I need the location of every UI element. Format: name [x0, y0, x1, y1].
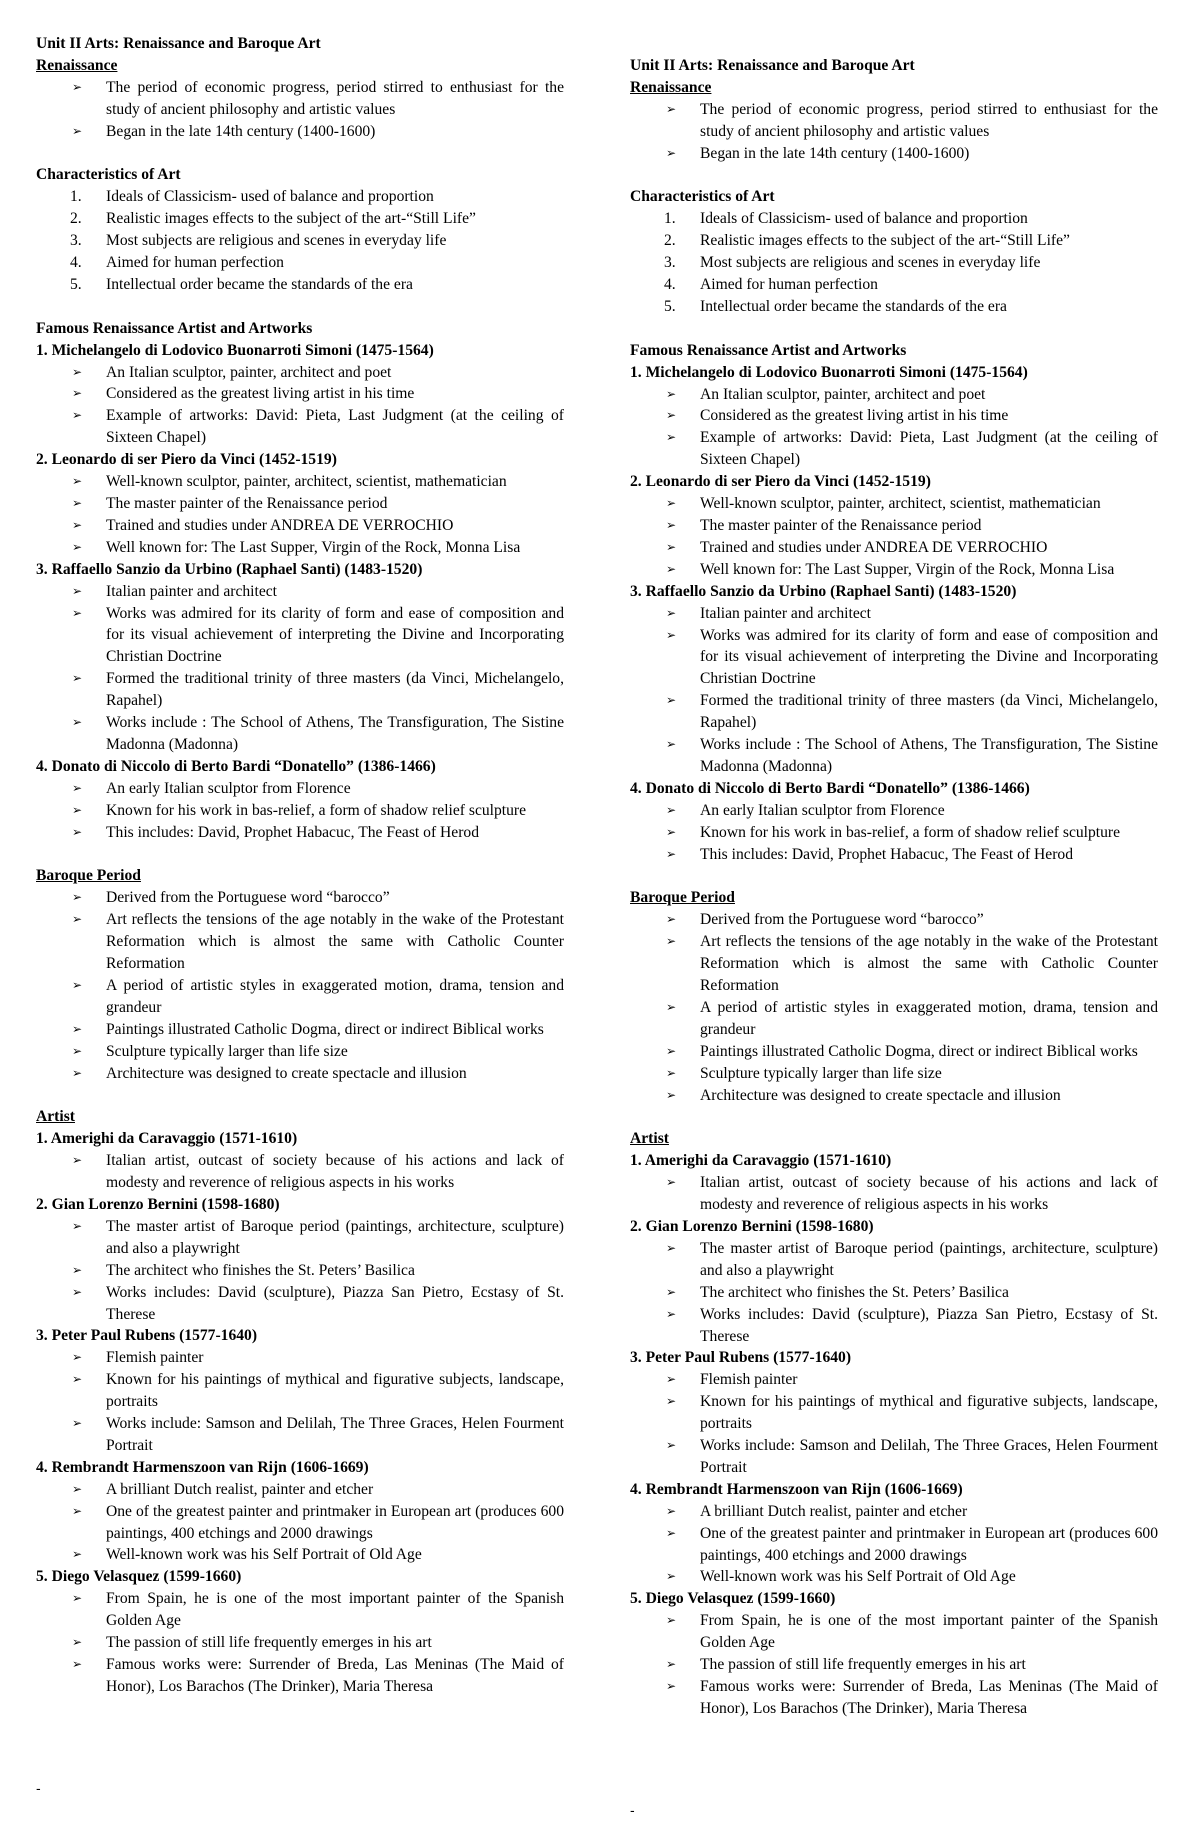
list-item: ➢ Well-known sculptor, painter, architect, scientist, mathematician: [106, 471, 564, 493]
list-item: ➢ From Spain, he is one of the most important painter of the Spanish Golden Age: [106, 1588, 564, 1632]
list-item: ➢ Works was admired for its clarity of form and ease of composition and for its visual achievement of interpreting the Divine and Incorporating Christian Doctrine: [106, 603, 564, 669]
list-item: ➢ A brilliant Dutch realist, painter and etcher: [700, 1501, 1158, 1523]
artist-name: 2. Gian Lorenzo Bernini (1598-1680): [630, 1217, 874, 1235]
list-item: ➢ Well-known sculptor, painter, architect, scientist, mathematician: [700, 493, 1158, 515]
artist-name: 2. Leonardo di ser Piero da Vinci (1452-1519): [36, 451, 337, 469]
list-item: ➢ Example of artworks: David: Pieta, Last Judgment (at the ceiling of Sixteen Chapel): [106, 405, 564, 449]
list-item: ➢ Works includes: David (sculpture), Piazza San Pietro, Ecstasy of St. Therese: [700, 1304, 1158, 1348]
bullet-list: [630, 493, 1158, 581]
artist-name: 5. Diego Velasquez (1599-1660): [36, 1568, 242, 1586]
section-heading-famous-artists: Famous Renaissance Artist and Artworks: [36, 319, 313, 337]
spacer: [36, 143, 564, 165]
spacer: [630, 1106, 1158, 1128]
footer-dash-left: -: [36, 1780, 41, 1796]
list-item: ➢ Art reflects the tensions of the age notably in the wake of the Protestant Reformation which is almost the same with Catholic Counter Reformation: [700, 931, 1158, 997]
item-text: Ideals of Classicism- used of balance and proportion: [700, 210, 1028, 228]
list-item: ➢ Known for his work in bas-relief, a form of shadow relief sculpture: [700, 822, 1158, 844]
list-item: [70, 252, 564, 274]
bullet-list: [630, 1238, 1158, 1348]
list-item: ➢ Began in the late 14th century (1400-1600): [700, 143, 1158, 165]
item-text: Realistic images effects to the subject of the art-“Still Life”: [106, 210, 476, 228]
list-item: ➢ Considered as the greatest living artist in his time: [700, 405, 1158, 427]
list-item: ➢ Known for his paintings of mythical and figurative subjects, landscape, portraits: [700, 1391, 1158, 1435]
artist-name: 4. Donato di Niccolo di Berto Bardi “Donatello” (1386-1466): [630, 779, 1030, 797]
list-item: ➢ Works include : The School of Athens, The Transfiguration, The Sistine Madonna (Madonna): [700, 734, 1158, 778]
list-item: ➢ Works was admired for its clarity of form and ease of composition and for its visual achievement of interpreting the Divine and Incorporating Christian Doctrine: [700, 625, 1158, 691]
list-item: ➢ Derived from the Portuguese word “barocco”: [700, 909, 1158, 931]
item-number: 5.: [664, 297, 676, 315]
section-heading-characteristics: Characteristics of Art: [630, 188, 775, 206]
list-item: ➢ Italian artist, outcast of society because of his actions and lack of modesty and reverence of religious aspects in his works: [700, 1172, 1158, 1216]
bullet-list: [630, 603, 1158, 778]
artist-name: 2. Leonardo di ser Piero da Vinci (1452-1519): [630, 473, 931, 491]
item-text: Intellectual order became the standards of the era: [106, 275, 413, 293]
spacer: [36, 1084, 564, 1106]
item-number: 3.: [664, 254, 676, 272]
bullet-list: [630, 800, 1158, 866]
item-number: 4.: [70, 254, 82, 272]
list-item: ➢ Sculpture typically larger than life size: [106, 1041, 564, 1063]
list-item: ➢ The period of economic progress, period stirred to enthusiast for the study of ancient philosophy and artistic values: [700, 99, 1158, 143]
item-text: Most subjects are religious and scenes in everyday life: [106, 232, 447, 250]
artist-name: 4. Donato di Niccolo di Berto Bardi “Donatello” (1386-1466): [36, 757, 436, 775]
artist-name: 3. Raffaello Sanzio da Urbino (Raphael Santi) (1483-1520): [630, 582, 1017, 600]
list-item: ➢ The master artist of Baroque period (paintings, architecture, sculpture) and also a playwright: [700, 1238, 1158, 1282]
bullet-list: [630, 1369, 1158, 1479]
item-text: Intellectual order became the standards of the era: [700, 297, 1007, 315]
list-item: ➢ Derived from the Portuguese word “barocco”: [106, 887, 564, 909]
spacer: [630, 866, 1158, 888]
bullet-list: [36, 1150, 564, 1194]
list-item: [664, 252, 1158, 274]
footer-dash-right: -: [630, 1802, 635, 1818]
list-item: [664, 296, 1158, 318]
spacer: [36, 844, 564, 866]
list-item: ➢ This includes: David, Prophet Habacuc, The Feast of Herod: [700, 844, 1158, 866]
item-text: Aimed for human perfection: [106, 254, 284, 272]
item-number: 4.: [664, 276, 676, 294]
item-text: Most subjects are religious and scenes in everyday life: [700, 254, 1041, 272]
list-item: ➢ The master painter of the Renaissance period: [700, 515, 1158, 537]
list-item: ➢ Formed the traditional trinity of three masters (da Vinci, Michelangelo, Rapahel): [106, 668, 564, 712]
list-item: ➢ Italian painter and architect: [700, 603, 1158, 625]
bullet-list: [36, 362, 564, 450]
section-heading-renaissance: Renaissance: [630, 78, 712, 96]
artist-name: 1. Michelangelo di Lodovico Buonarroti Simoni (1475-1564): [36, 341, 434, 359]
list-item: [70, 208, 564, 230]
list-item: ➢ Works include: Samson and Delilah, The Three Graces, Helen Fourment Portrait: [700, 1435, 1158, 1479]
bullet-list: [630, 1172, 1158, 1216]
bullet-list: [36, 887, 564, 1084]
item-number: 1.: [70, 188, 82, 206]
item-number: 1.: [664, 210, 676, 228]
right-column: [630, 55, 1158, 1720]
artist-name: 3. Peter Paul Rubens (1577-1640): [630, 1349, 852, 1367]
spacer: [36, 296, 564, 318]
list-item: ➢ The passion of still life frequently emerges in his art: [700, 1654, 1158, 1676]
artist-name: 4. Rembrandt Harmenszoon van Rijn (1606-1669): [630, 1480, 963, 1498]
section-heading-baroque-artists: Artist: [630, 1130, 669, 1148]
numbered-list: [36, 186, 564, 296]
list-item: ➢ Flemish painter: [106, 1347, 564, 1369]
item-number: 2.: [664, 232, 676, 250]
bullet-list: [630, 384, 1158, 472]
artist-name: 1. Michelangelo di Lodovico Buonarroti Simoni (1475-1564): [630, 363, 1028, 381]
list-item: ➢ Trained and studies under ANDREA DE VERROCHIO: [106, 515, 564, 537]
bullet-list: [36, 581, 564, 756]
list-item: ➢ A period of artistic styles in exaggerated motion, drama, tension and grandeur: [700, 997, 1158, 1041]
list-item: ➢ Italian painter and architect: [106, 581, 564, 603]
list-item: ➢ Trained and studies under ANDREA DE VERROCHIO: [700, 537, 1158, 559]
list-item: ➢ Works include : The School of Athens, The Transfiguration, The Sistine Madonna (Madonna): [106, 712, 564, 756]
list-item: ➢ A period of artistic styles in exaggerated motion, drama, tension and grandeur: [106, 975, 564, 1019]
list-item: ➢ The master painter of the Renaissance period: [106, 493, 564, 515]
list-item: ➢ Well-known work was his Self Portrait of Old Age: [106, 1544, 564, 1566]
list-item: ➢ Italian artist, outcast of society because of his actions and lack of modesty and reverence of religious aspects in his works: [106, 1150, 564, 1194]
list-item: ➢ The passion of still life frequently emerges in his art: [106, 1632, 564, 1654]
item-number: 2.: [70, 210, 82, 228]
artist-name: 3. Peter Paul Rubens (1577-1640): [36, 1327, 258, 1345]
list-item: ➢ Architecture was designed to create spectacle and illusion: [106, 1063, 564, 1085]
list-item: ➢ Works includes: David (sculpture), Piazza San Pietro, Ecstasy of St. Therese: [106, 1282, 564, 1326]
list-item: [664, 230, 1158, 252]
list-item: ➢ Known for his paintings of mythical and figurative subjects, landscape, portraits: [106, 1369, 564, 1413]
spacer: [630, 165, 1158, 187]
list-item: ➢ Architecture was designed to create spectacle and illusion: [700, 1085, 1158, 1107]
item-number: 5.: [70, 275, 82, 293]
list-item: ➢ Considered as the greatest living artist in his time: [106, 383, 564, 405]
list-item: [70, 186, 564, 208]
section-heading-renaissance: Renaissance: [36, 56, 118, 74]
list-item: ➢ The architect who finishes the St. Peters’ Basilica: [700, 1282, 1158, 1304]
section-heading-baroque-artists: Artist: [36, 1108, 75, 1126]
section-heading-characteristics: Characteristics of Art: [36, 166, 181, 184]
left-column: [36, 33, 564, 1698]
list-item: ➢ Example of artworks: David: Pieta, Last Judgment (at the ceiling of Sixteen Chapel): [700, 427, 1158, 471]
list-item: ➢ Well known for: The Last Supper, Virgin of the Rock, Monna Lisa: [700, 559, 1158, 581]
list-item: ➢ Well-known work was his Self Portrait of Old Age: [700, 1566, 1158, 1588]
list-item: ➢ From Spain, he is one of the most important painter of the Spanish Golden Age: [700, 1610, 1158, 1654]
bullet-list: [630, 99, 1158, 165]
list-item: ➢ Sculpture typically larger than life size: [700, 1063, 1158, 1085]
list-item: ➢ The master artist of Baroque period (paintings, architecture, sculpture) and also a playwright: [106, 1216, 564, 1260]
artist-name: 1. Amerighi da Caravaggio (1571-1610): [36, 1130, 298, 1148]
bullet-list: [630, 1501, 1158, 1589]
section-heading-famous-artists: Famous Renaissance Artist and Artworks: [630, 341, 907, 359]
bullet-list: [36, 1479, 564, 1567]
artist-name: 1. Amerighi da Caravaggio (1571-1610): [630, 1152, 892, 1170]
list-item: ➢ Well known for: The Last Supper, Virgin of the Rock, Monna Lisa: [106, 537, 564, 559]
list-item: ➢ Known for his work in bas-relief, a form of shadow relief sculpture: [106, 800, 564, 822]
list-item: ➢ Works include: Samson and Delilah, The Three Graces, Helen Fourment Portrait: [106, 1413, 564, 1457]
list-item: ➢ This includes: David, Prophet Habacuc, The Feast of Herod: [106, 822, 564, 844]
item-number: 3.: [70, 232, 82, 250]
item-text: Ideals of Classicism- used of balance and proportion: [106, 188, 434, 206]
page-title: Unit II Arts: Renaissance and Baroque Art: [630, 57, 915, 74]
artist-name: 4. Rembrandt Harmenszoon van Rijn (1606-1669): [36, 1458, 369, 1476]
list-item: ➢ One of the greatest painter and printmaker in European art (produces 600 paintings, 400 etchings and 2000 drawings: [106, 1501, 564, 1545]
spacer: [630, 318, 1158, 340]
list-item: [664, 274, 1158, 296]
bullet-list: [36, 778, 564, 844]
page-title: Unit II Arts: Renaissance and Baroque Art: [36, 35, 321, 52]
list-item: ➢ An early Italian sculptor from Florence: [700, 800, 1158, 822]
list-item: ➢ The architect who finishes the St. Peters’ Basilica: [106, 1260, 564, 1282]
list-item: [70, 230, 564, 252]
list-item: ➢ Paintings illustrated Catholic Dogma, direct or indirect Biblical works: [700, 1041, 1158, 1063]
list-item: ➢ Formed the traditional trinity of three masters (da Vinci, Michelangelo, Rapahel): [700, 690, 1158, 734]
section-heading-baroque: Baroque Period: [630, 889, 735, 907]
list-item: ➢ The period of economic progress, period stirred to enthusiast for the study of ancient philosophy and artistic values: [106, 77, 564, 121]
bullet-list: [630, 909, 1158, 1106]
list-item: ➢ Famous works were: Surrender of Breda, Las Meninas (The Maid of Honor), Los Barachos (The Drinker), Maria Theresa: [700, 1676, 1158, 1720]
list-item: ➢ Began in the late 14th century (1400-1600): [106, 121, 564, 143]
list-item: ➢ Paintings illustrated Catholic Dogma, direct or indirect Biblical works: [106, 1019, 564, 1041]
bullet-list: [630, 1610, 1158, 1720]
bullet-list: [36, 1347, 564, 1457]
artist-name: 2. Gian Lorenzo Bernini (1598-1680): [36, 1195, 280, 1213]
item-text: Realistic images effects to the subject of the art-“Still Life”: [700, 232, 1070, 250]
list-item: [70, 274, 564, 296]
list-item: [664, 208, 1158, 230]
bullet-list: [36, 1588, 564, 1698]
artist-name: 5. Diego Velasquez (1599-1660): [630, 1590, 836, 1608]
list-item: ➢ Famous works were: Surrender of Breda, Las Meninas (The Maid of Honor), Los Barachos (The Drinker), Maria Theresa: [106, 1654, 564, 1698]
list-item: ➢ An Italian sculptor, painter, architect and poet: [700, 384, 1158, 406]
list-item: ➢ An early Italian sculptor from Florence: [106, 778, 564, 800]
section-heading-baroque: Baroque Period: [36, 867, 141, 885]
bullet-list: [36, 77, 564, 143]
numbered-list: [630, 208, 1158, 318]
list-item: ➢ One of the greatest painter and printmaker in European art (produces 600 paintings, 400 etchings and 2000 drawings: [700, 1523, 1158, 1567]
bullet-list: [36, 1216, 564, 1326]
list-item: ➢ A brilliant Dutch realist, painter and etcher: [106, 1479, 564, 1501]
list-item: ➢ An Italian sculptor, painter, architect and poet: [106, 362, 564, 384]
list-item: ➢ Flemish painter: [700, 1369, 1158, 1391]
artist-name: 3. Raffaello Sanzio da Urbino (Raphael Santi) (1483-1520): [36, 560, 423, 578]
item-text: Aimed for human perfection: [700, 276, 878, 294]
list-item: ➢ Art reflects the tensions of the age notably in the wake of the Protestant Reformation which is almost the same with Catholic Counter Reformation: [106, 909, 564, 975]
bullet-list: [36, 471, 564, 559]
